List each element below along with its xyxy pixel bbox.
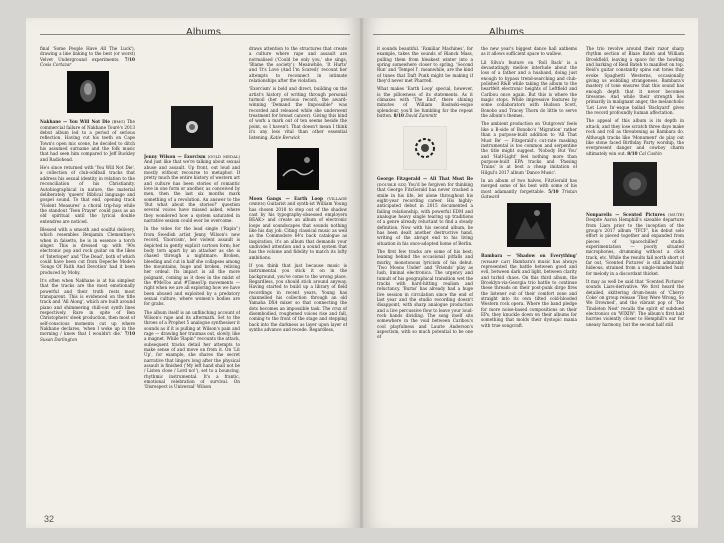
review-bambara: Bambara — 'Shadow on Everything' (WHARF CAT) Bambara's music has always represented the battle between good and evil, between dark and light, between clarity and turbid chaos. On this third album, the Brooklyn-via-Georgia trio battle to continue these threads on their post-punk dirge fires the listener out of their comfort zone and straight into its own tilted cold-blooded Western rock opera. Where the band pledge for more noise-based compositions on their EPs, they knuckle down on their albums for something that molds their dystopic mania with true songcraft. [481,253,577,328]
section-title: Albums [489,27,525,38]
review-moon-gangs: Moon Gangs — Earth Loop (VILLAGE GREEN) Guitarist and synth-ist William Young has chosen 2018 to step out of the shadow cast by his typography-obsessed employers BEAK> and create an album of electronic loops and soundscapes that sounds nothing like his day job. Citing classical music as well as the Commodore 64's back catalogue as inspiration, it's an album that demands your undivided attention and a sound system that has the volume and fidelity to match its lofty ambitions. [249,195,347,260]
paragraph: The trio revolve around their razor sharp rhythm section of Blaze Bateh and William Brookfield, leaving a space for the howling and barking of Reid Bateh to manifest on top. Reid's guitar constantly spins out tones that evoke Spaghetti Westerns, occasionally giving us wobbling strangeness. Bambara's mastery of tone ensures that this sound has enough depth that it never becomes tiresome. And while their strength lies primarily in malignant anger, the melancholic 'Let Love In'-esque ballad 'Backyard' gives the record profoundly human affectation. [586,46,684,116]
review-jenny-wilson: Jenny Wilson — Exorcism (GOLD MEDAL) And just like that we're talking about sexual abuse and assault. Up front, out loud and mostly without recourse to metaphor. If pretty much the entire history of western art and culture has been stories of romantic love in one form or another, as conceived by men, then the last six months mark something of a revolution. An answer to the 'But what about the stories?' question several voices have missed asked, where they wondered how a system saturated in narrative sexism could ever be overcome. [144,154,240,224]
paragraph: It may as well be said that 'Scented Pictures' sounds Liars-derivative. We first heard the detailed, skittering drum-beats of 'Cherry Coke' on group release 'They Were Wrong, So We Drowned', and the vibrant pop of 'The Tinsleton Nest' recalls the spirit of subdued electronics on 'WIXIW'. The album's first half hurries violently closer to Hemphill's ear for uneasy harmony, but the second half still [586,279,684,327]
album-cover-nakhane [67,71,109,113]
header-rule [373,34,685,35]
page-number: 33 [671,514,682,524]
paragraph: The first few tracks are some of his best; leaning behind the occasional pitfalls and murky, monotonous lyricism of his debut. 'Two Moons Under' and 'Friends' play as lush, liminal electronica. The urgency and tumult of his geographical transition wet the tracks with hard-hitting realism and reluctancy. 'Burns' has already had a huge live session in circulation since the end of last year and the studio recording doesn't disappoint, with sharp analogue production and a live percussive flow to leave your loud-rock hands dividing. The song itself sits somewhere in the void between Caribou's cool playfulness and Laurie Anderson's aspectism, with so much potential to be one of [377,248,473,340]
paragraph: He's since returned with 'You Will Not Die', a collection of club-oddball tracks that address his sexual identity in relation to the reconciliation of his Christianity. Autobiographical in nature, the material deliberately 'queers' Biblical language and gospel sound. To that end, opening track 'Violent Measures' a choral trip-hop while the standout 'Teen Prayer' could pass as an old spiritual until the lyrical double entendres are noticed. [40,165,135,224]
review-george-fitzgerald: George Fitzgerald — All That Must Be (DOUBLE SIX) You'd be forgiven for thinking that George FitzGerald has never cracked a smile in his life, let alone throughout his eight-year recording career. His highly-anticipated debut in 2015 documented a failing relationship, with powerful EDM and analogue heavy single tearing up traditions of a genre already reluctant to find a steady definition. Now with his second album, he has been dealt another destructive hand, writing of the abrupt end to his living situation in his once-adopted home of Berlin. [377,176,473,246]
album-cover-bambara [507,203,551,247]
left-column-3 [249,46,347,506]
paragraph: What makes 'Earth Loop' special, however, is the pillowness of its statements. As it climaxes with 'The End', there shining minutes of William Basinski-esque splendour, you'll be fumbling for the repeat button. 8/10 David Zammitt [377,86,473,119]
paragraph: It's often when Nakhane is at his simplest that the tracks are the most emotionally powerful and their truth rests most transparent. This is evidenced on the title track and 'All Along', which are built around piano and shimmering chill-out synth lines respectively. Rare in spite of Ben Christophers' sleek production, then most of self-conscious moments cut up where Nakhane declares, 'when I woke up in the morning / knew that I wouldn't die.' 7/10 Susan Darlington [40,278,135,342]
album-cover-jenny-wilson [171,106,213,148]
review-nonpareils: Nonpareils — Scented Pictures (MUTE) Despite Aaron Hemphill's sizeable departure from Liars prior to the inception of the group's 2017 album 'TFCF', his debut solo effort is pieced together and expanded from pieces of 'spacechilled' studio experimentation — poorly situated microphones, drumming without a click track, etc. While the results fall north short of far out, 'Scented Pictures' is still admirably hideous, strained from a single-minded hunt for melody in a discordant thicket. [586,211,684,276]
magazine-spread [26,18,698,528]
section-title: Albums [186,27,222,38]
right-column-2 [481,46,577,506]
paragraph: Blessed with a smooth and soulful delivery, which resembles Benjamin Clementine's when in falsetto, he is in essence a torch singer. This is dressed up with '90s electronic pop and rock guitar on the likes of 'Interloper' and 'The Dead', both of which could have been cut from Depeche Mode's 'Songs Of Faith And Devotion' had it been produced by Moby. [40,226,135,275]
left-column-1 [40,46,135,506]
left-page [26,18,361,528]
album-cover-moon-gangs [277,148,319,190]
paragraph: The album itself is an unflinching account of Wilson's rape and its aftermath. Set to the throes of a Prophet 5 analogue synthesiser it sounds as if it is pulling at Wilson's pain and rage — drawing her traumas out, slowly, like a magnet. While 'Rapin'' recounts the attack, subsequent tracks detail her attempts to make sense of and move on from it. On 'Lit Up', for example, she shares the secret narrative that lingers long after the physical assault is finished ('My left hand shall not be / Listen close / Lord no!'), set to a bouncing, rhythmic instrumental. It's a frantic, emotional celebration of survival. On 'Disrespect is Universal' Wilson [144,309,240,390]
header-rule [40,34,350,35]
paragraph: 'Exorcism' is bold and direct, building on the artist's history of writing through personal turmoil (her previous record, the award-winning 'Demand the Impossible!' was recorded and released while she underwent treatment for breast cancer). Giving this kind of work a mark out of ten seems beside the point, so I haven't. That doesn't mean I think it's any less vital than other essential listening. Katie Berwick [249,86,347,140]
paragraph: the new year's biggest dance hall anthems as it allows sufficient space to wallow. [481,46,577,57]
paragraph: final 'Some People Have All The Luck'), drawing a line linking to the best (or worst) Velvet Underground experiments. 7/10 Cosis Cortazar [40,46,135,68]
paragraph: The ambient production on 'Outgrown' feels like a B-side of Bonobo's 'Migration' rather than a purpose-built addition to 'All That Must Be' — Fitzgerald's cut-rate masking instrumental is too common and serpentine the title might suggest. 'Nobody But You' and 'Half-Light' feel nothing more than purpose-built EPA tracks and 'Passing Trains' is at best a cheap imitation of Hilgul's 2017 album 'Dance Music'. [481,121,577,175]
right-page [363,18,698,528]
album-cover-nonpareils [613,162,657,206]
page-number: 32 [44,514,55,524]
right-column-1 [377,46,473,506]
paragraph: Lil Silva's feature on 'Roll Back' is a devastatingly mellow interlude about the loss of a father and a husband, doing just enough to bypass trend-searching and club-polished R&B while taking the album to the heartfelt electronic heights of Leftfield and Caribou once again. But this is where the magic stops. While impressive features by some collaborators with Hudson Scott, Bonobo and Tracey Thorn do little to serve the album's themes. [481,59,577,119]
paragraph: draws attention to the structures that create a culture where rape and assault are normalised ('Could be only you,' she sings, 'Blame the society'). Meanwhile, 'It Hurts' and 'It's Love (And I'm Scared)' recount her attempts to reconnect in intimate relationships after the violation. [249,46,347,84]
left-column-2 [144,46,240,506]
paragraph: If you think that just because music is instrumental you stick it on in the background, you've come to the wrong place. Regardless, you should stick around anyway. Having started to build up a library of field recordings in recent years, Young has channelled his collection through an old Yamaha DX4 mixer so that connecting the dots becomes an impossible task. The crux of disembodied, roughened voices rise and fall, coming to the front of the stage and stepping back into the darkness as layer upon layer of synths advance and recede. Regardless, [249,262,347,333]
album-cover-george-fitzgerald [403,126,447,170]
paragraph: The appeal of this album is its depth in attack, and they lose scratch three days make rock and roll as threatening as Bambara do. Although tracks like 'Monument' do play out like stone faced Birthday Party worship, the everpresent danger and cowboy charm ultimately win out. 8/10 Cal Cashin [586,118,684,156]
paragraph: it sounds beautiful. 'Familiar Machines', for example, takes the sounds of Blanck Mass, pulling them from bleakest winter into a spring somewhere closer to spring. 'Second Run' and 'Tempel I', meanwhile, are the kind of tunes that Daft Punk might be making if they'd never met Pharrell. [377,46,473,84]
paragraph: In the video for the lead single ('Rapin'') from Swedish artist Jenny Wilson's new record, 'Exorcism', her violent assault is depicted in gently explicit cartoon form; her body torn apart by an attacker as she is chased through a nightmare. Broken, bleeding and cut in half she collapses among the mountains, huge and broken, reliving her ordeal. Its impact is all the more poignant, coming as it does in the midst of the #MeToo and #TimesUp movements — right when we are all exploring how we have been abused and exploited by a predatory sexual culture, where women's bodies are for grabs. [144,226,240,307]
right-column-3 [586,46,684,506]
paragraph: In an album of two halves, FitzGerald has merged some of his best with some of his most adamantly forgettable. 5/10 Tristan Gatward [481,177,577,199]
review-nakhane: Nakhane — You Will Not Die (BMG) The commercial failure of Nakhane Touré's 2013 debut album led to a period of serious reflection. Having cut his teeth on Cape Town's open mic scene, he decided to ditch his assumed surname and the folk music that had seen him compared to Jeff Buckley and Radiohead. [40,119,135,162]
